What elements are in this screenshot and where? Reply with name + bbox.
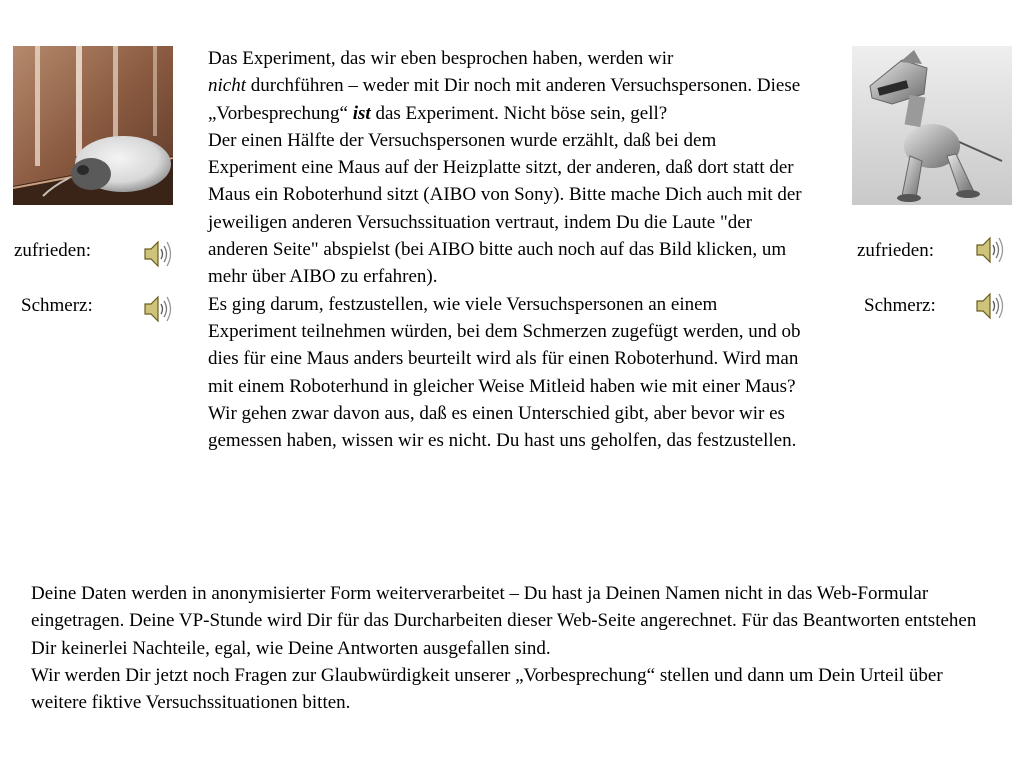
bottom-text [31, 580, 996, 716]
main-paragraph-3: Es ging darum, festzustellen, wie viele Versuchspersonen an einem Experiment teilnehmen würden, bei dem Schmerzen zugefügt werden, und ob dies für eine Maus anders beurteilt wird als für einen Roboterhund. Wird man mit einem Roboterhund in gleicher Weise Mitleid haben wie mit einer Maus? Wir gehen zwar davon aus, daß es einen Unterschied gibt, aber bevor wir es gemessen haben, wissen wir es nicht. Du hast uns geholfen, das festzustellen. [208, 293, 801, 452]
bottom-paragraph-1: Deine Daten werden in anonymisierter Form weiterverarbeitet – Du hast ja Deinen Namen nicht in das Web-Formular eingetragen. Deine VP-Stunde wird Dir für das Durcharbeiten dieser Web-Seite angerechnet. Für das Beantworten entstehen Dir keinerlei Nachteile, egal, wie Deine Antworten ausgefallen sind. [31, 583, 977, 659]
emphasis-nicht: nicht [208, 75, 246, 97]
main-paragraph-1: Das Experiment, das wir eben besprochen haben, werden wir nicht durchführen – weder mit Dir noch mit anderen Versuchspersonen. Diese „Vorbesprechung“ ist das Experiment. Nicht böse sein, gell? [208, 48, 801, 124]
right-happy-speaker-icon[interactable] [973, 234, 1009, 266]
aibo-photo[interactable] [852, 46, 1012, 205]
right-pain-speaker-icon[interactable] [973, 290, 1009, 322]
emphasis-ist: ist [352, 102, 371, 124]
right-pain-label: Schmerz: [864, 295, 936, 316]
mouse-photo [13, 46, 173, 205]
mouse-on-hotplate-photo [13, 46, 173, 205]
left-happy-label: zufrieden: [14, 240, 92, 261]
left-happy-speaker-icon[interactable] [141, 238, 177, 270]
aibo-robot-dog-photo [852, 46, 1012, 205]
main-text [208, 45, 808, 454]
main-paragraph-2: Der einen Hälfte der Versuchspersonen wurde erzählt, daß bei dem Experiment eine Maus auf der Heizplatte sitzt, der anderen, daß dort statt der Maus ein Roboterhund sitzt (AIBO von Sony). Bitte mache Dich auch mit der jeweiligen anderen Versuchssituation vertraut, indem Du die Laute "der anderen Seite" abspielst (bei AIBO bitte auch noch auf das Bild klicken, um mehr über AIBO zu erfahren). [208, 129, 802, 288]
right-happy-label: zufrieden: [857, 240, 935, 261]
left-pain-label: Schmerz: [21, 295, 93, 316]
bottom-paragraph-2: Wir werden Dir jetzt noch Fragen zur Glaubwürdigkeit unserer „Vorbesprechung“ stellen und dann um Dein Urteil über weitere fiktive Versuchssituationen bitten. [31, 664, 943, 714]
left-pain-speaker-icon[interactable] [141, 293, 177, 325]
